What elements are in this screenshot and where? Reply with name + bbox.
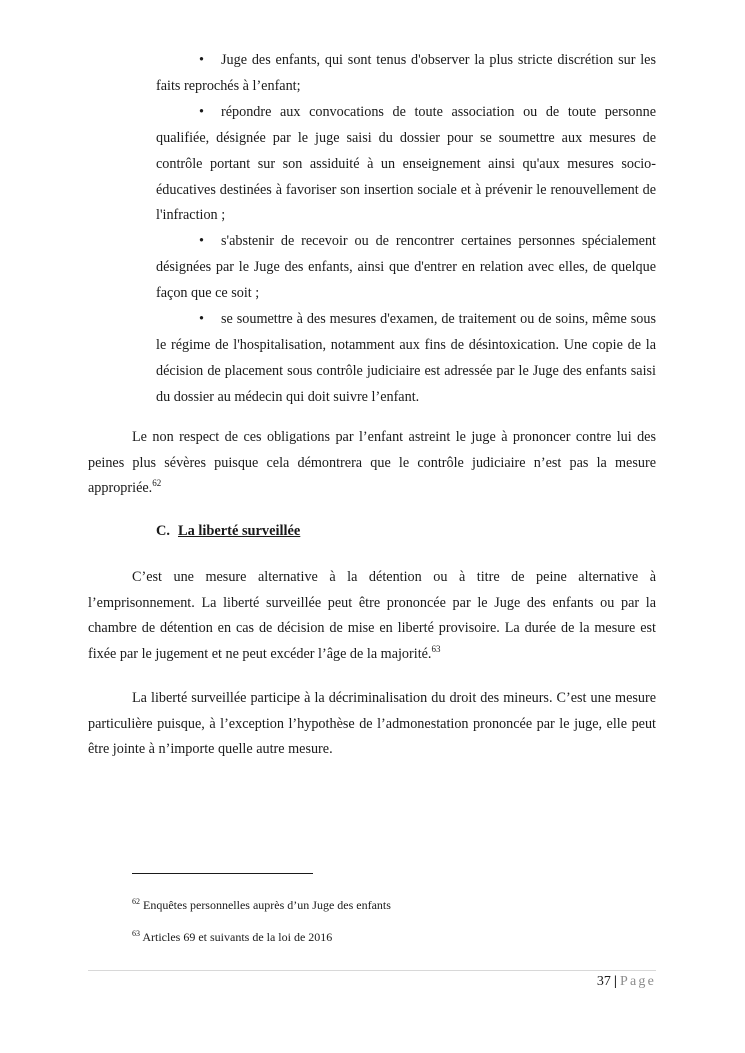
paragraph-text: Le non respect de ces obligations par l’enfant astreint le juge à prononcer contre lui des peines plus sévères puisque cela démontrera que le contrôle judiciaire n’est pas la mesure appropriée. (88, 429, 656, 496)
footer-separator-bar: | (613, 974, 617, 989)
page-label: Page (619, 974, 656, 989)
bullet-text: Juge des enfants, qui sont tenus d'observer la plus stricte discrétion sur les faits reprochés à l’enfant; (156, 52, 656, 94)
bullet-text: répondre aux convocations de toute association ou de toute personne qualifiée, désignée par le juge saisi du dossier pour se soumettre aux mesures de contrôle portant sur son assiduité à un enseignement ainsi qu'aux mesures socio-éducatives destinées à favoriser son insertion sociale et à prévenir le renouvellement de l'infraction ; (156, 103, 656, 224)
bullet-item (156, 100, 656, 230)
bullet-icon: • (199, 103, 204, 120)
footnote-number: 63 (132, 929, 140, 938)
paragraph-text: La liberté surveillée participe à la décriminalisation du droit des mineurs. C’est une mesure particulière puisque, à l’exception l’hypothèse de l’admonestation prononcée par le juge, elle peut être jointe à n’importe quelle autre mesure. (88, 690, 656, 757)
decriminalisation-paragraph (88, 686, 656, 763)
bullet-item (156, 48, 656, 100)
footer-separator (88, 970, 656, 971)
footnote-ref-63[interactable]: 63 (431, 643, 441, 654)
page-number: 37 (596, 974, 611, 989)
footnote-text: Enquêtes personnelles auprès d’un Juge des enfants (143, 898, 391, 912)
bullet-text: s'abstenir de recevoir ou de rencontrer certaines personnes spécialement désignées par le Juge des enfants, ainsi que d'entrer en relation avec elles, de quelque façon que ce soit ; (156, 233, 656, 302)
bullet-icon: • (199, 311, 204, 328)
bullet-icon: • (199, 52, 204, 68)
section-letter: C. (156, 523, 170, 539)
footnote-text: Articles 69 et suivants de la loi de 2016 (142, 930, 333, 944)
footnote-62 (132, 897, 391, 913)
footnote-ref-62[interactable]: 62 (152, 478, 162, 488)
obligations-paragraph (88, 425, 656, 502)
footnote-number: 62 (132, 897, 140, 906)
footnote-separator (132, 873, 313, 874)
bullet-item (156, 307, 656, 411)
footnote-63 (132, 929, 332, 945)
bullet-item (156, 229, 656, 307)
definition-paragraph (88, 565, 656, 667)
obligations-bullet-list (156, 48, 656, 411)
bullet-text: se soumettre à des mesures d'examen, de traitement ou de soins, même sous le régime de l'hospitalisation, notamment aux fins de désintoxication. Une copie de la décision de placement sous contrôle judiciaire est adressée par le Juge des enfants saisi du dossier au médecin qui doit suivre l’enfant. (156, 311, 656, 405)
bullet-icon: • (199, 233, 204, 250)
page-footer (597, 974, 656, 990)
section-heading (156, 523, 300, 540)
section-title: La liberté surveillée (178, 523, 301, 539)
paragraph-text: C’est une mesure alternative à la détention ou à titre de peine alternative à l’emprisonnement. La liberté surveillée peut être prononcée par le Juge des enfants ou par la chambre de détention en cas de décision de mise en liberté provisoire. La durée de la mesure est fixée par le jugement et ne peut excéder l’âge de la majorité. (88, 569, 656, 662)
